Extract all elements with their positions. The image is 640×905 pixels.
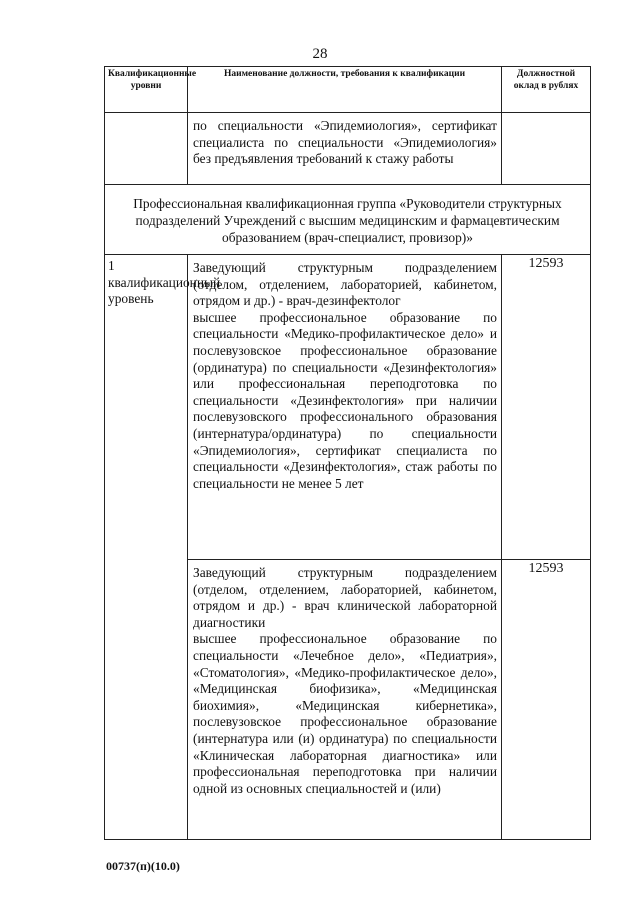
page-number: 28	[312, 46, 328, 62]
salary-value: 12593	[502, 255, 591, 560]
document-code: 00737(п)(10.0)	[106, 859, 180, 873]
continuation-text: по специальности «Эпидемиология», сертификат специалиста по специальности «Эпидемиология» без предъявления требований к стажу работы	[188, 113, 502, 185]
salary-value: 12593	[502, 560, 591, 840]
position-requirements: высшее профессиональное образование по специальности «Медико-профилактическое дело» и послевузовское профессиональное образование (ординатура) по специальности «Дезинфектология» или профессиональная переподготовка по специальности «Дезинфектология» при наличии послевузовского профессионального образования (интернатура/ординатура) по специальности «Эпидемиология», сертификат специалиста по специальности «Дезинфектология», стаж работы по специальности не менее 5 лет	[193, 309, 497, 491]
group-title-row	[105, 185, 591, 255]
position-cell	[188, 560, 502, 840]
empty-salary-cell	[502, 113, 591, 185]
empty-level-cell	[105, 113, 188, 185]
header-position: Наименование должности, требования к квалификации	[188, 67, 502, 113]
table-header-row	[105, 67, 591, 113]
group-title: Профессиональная квалификационная группа «Руководители структурных подразделений Учреждений с высшим медицинским и фармацевтическим образованием (врач-специалист, провизор)»	[105, 185, 591, 255]
position-title: Заведующий структурным подразделением (отделом, отделением, лабораторией, кабинетом, отрядом и др.) - врач клинической лабораторной диагностики	[193, 565, 497, 630]
qualification-level: 1 квалификационный уровень	[105, 255, 188, 840]
table-row	[105, 255, 591, 560]
header-salary: Должностной оклад в рублях	[502, 67, 591, 113]
position-requirements: высшее профессиональное образование по специальности «Лечебное дело», «Педиатрия», «Стоматология», «Медико-профилактическое дело», «Медицинская биофизика», «Медицинская биохимия», «Медицинская кибернетика», послевузовское профессиональное образование (интернатура или (и) ординатура) по специальности «Клиническая лабораторная диагностика» или профессиональная переподготовка при наличии одной из основных специальностей и (или)	[193, 631, 497, 796]
table-row	[105, 113, 591, 185]
qualification-table	[104, 66, 591, 840]
header-levels: Квалификационные уровни	[105, 67, 188, 113]
position-cell	[188, 255, 502, 560]
position-title: Заведующий структурным подразделением (отделом, отделением, лабораторией, кабинетом, отрядом и др.) - врач-дезинфектолог	[193, 260, 497, 309]
